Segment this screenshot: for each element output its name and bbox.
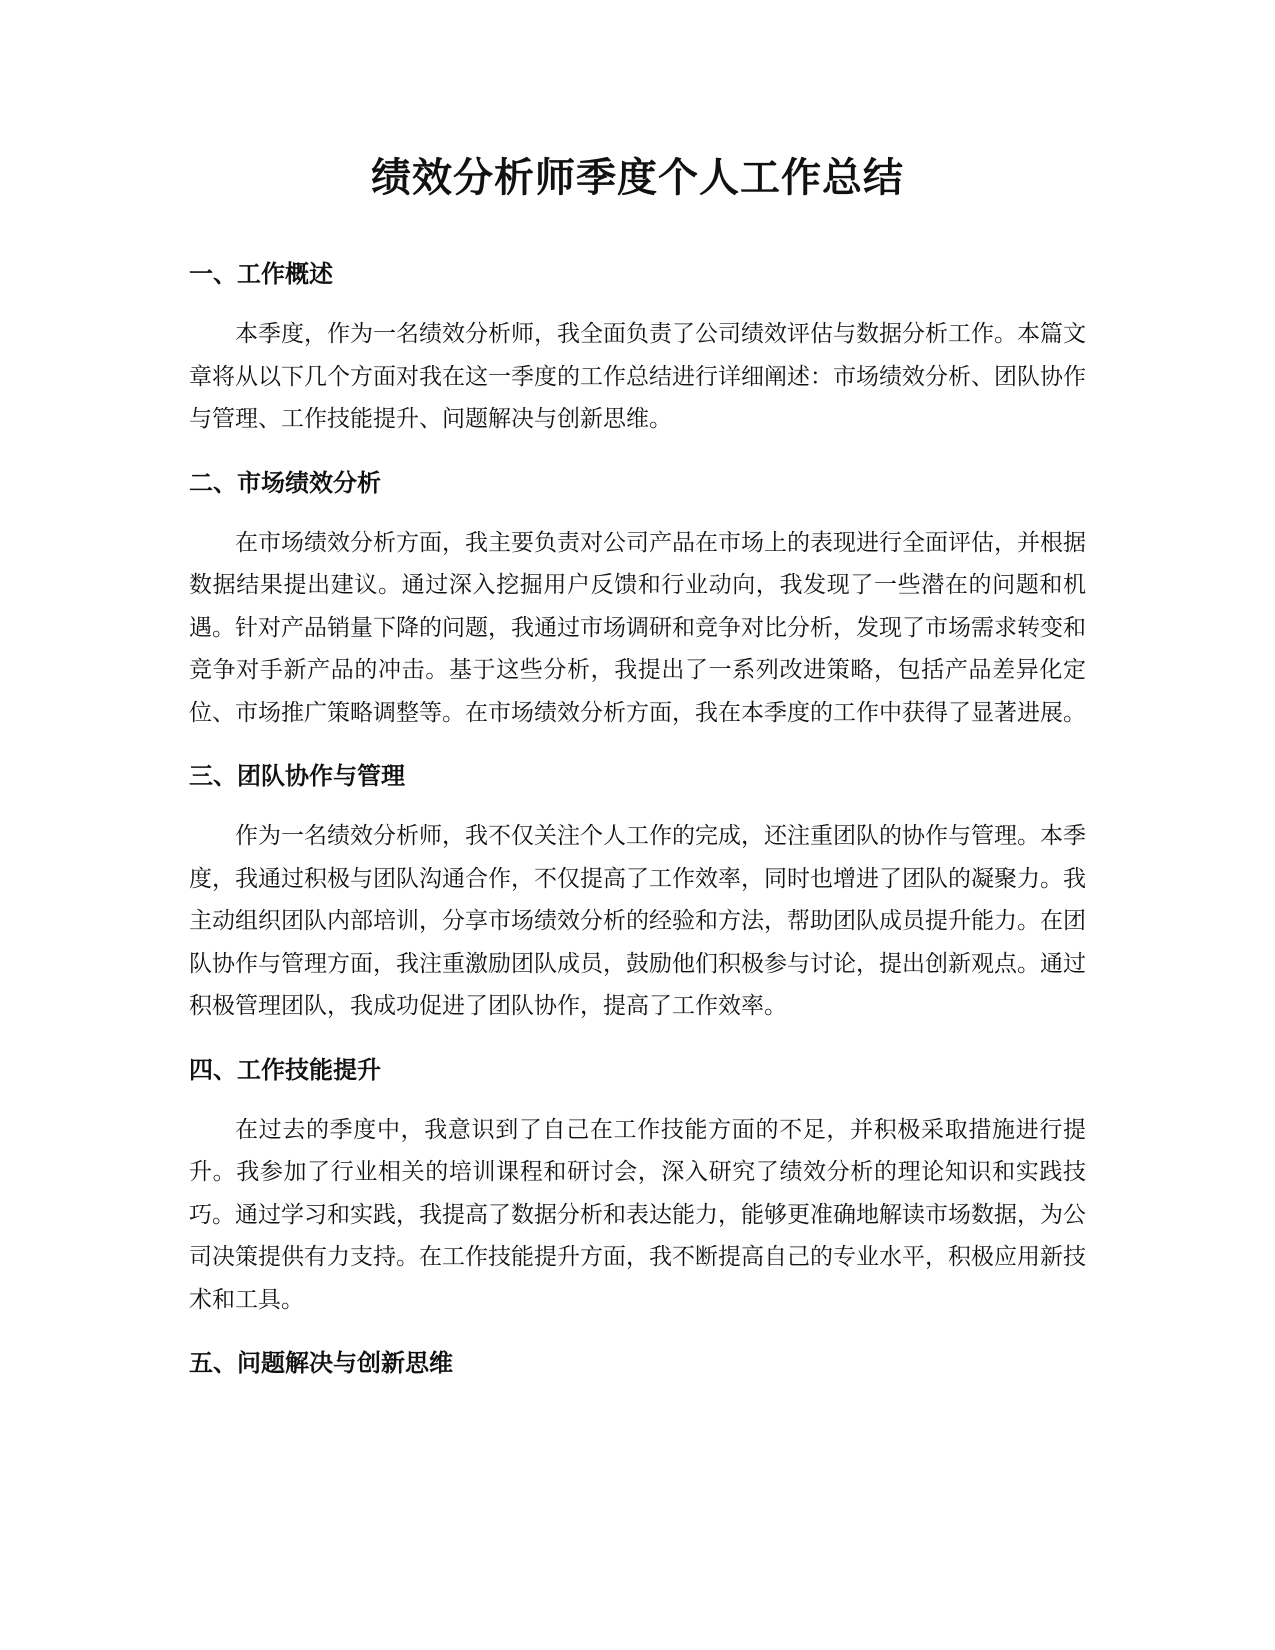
- section-skill-improvement: [189, 1052, 1086, 1322]
- section-problem-solving: [189, 1345, 1086, 1381]
- section-team-collaboration: [189, 758, 1086, 1028]
- section-heading: 三、团队协作与管理: [189, 762, 405, 790]
- section-heading: 四、工作技能提升: [189, 1055, 381, 1084]
- section-market-performance: [189, 465, 1086, 735]
- section-heading: 五、问题解决与创新思维: [189, 1349, 453, 1377]
- section-paragraph: 在过去的季度中，我意识到了自己在工作技能方面的不足，并积极采取措施进行提升。我参加了行业相关的培训课程和研讨会，深入研究了绩效分析的理论知识和实践技巧。通过学习和实践，我提高了数据分析和表达能力，能够更准确地解读市场数据，为公司决策提供有力支持。在工作技能提升方面，我不断提高自己的专业水平，积极应用新技术和工具。: [189, 1116, 1086, 1313]
- section-paragraph: 在市场绩效分析方面，我主要负责对公司产品在市场上的表现进行全面评估，并根据数据结果提出建议。通过深入挖掘用户反馈和行业动向，我发现了一些潜在的问题和机遇。针对产品销量下降的问题，我通过市场调研和竞争对比分析，发现了市场需求转变和竞争对手新产品的冲击。基于这些分析，我提出了一系列改进策略，包括产品差异化定位、市场推广策略调整等。在市场绩效分析方面，我在本季度的工作中获得了显著进展。: [189, 529, 1086, 726]
- document-title: 绩效分析师季度个人工作总结: [371, 155, 904, 201]
- section-overview: [189, 256, 1086, 441]
- section-heading: 一、工作概述: [189, 260, 333, 288]
- section-paragraph: 作为一名绩效分析师，我不仅关注个人工作的完成，还注重团队的协作与管理。本季度，我通过积极与团队沟通合作，不仅提高了工作效率，同时也增进了团队的凝聚力。我主动组织团队内部培训，分享市场绩效分析的经验和方法，帮助团队成员提升能力。在团队协作与管理方面，我注重激励团队成员，鼓励他们积极参与讨论，提出创新观点。通过积极管理团队，我成功促进了团队协作，提高了工作效率。: [189, 823, 1086, 1019]
- section-paragraph: 本季度，作为一名绩效分析师，我全面负责了公司绩效评估与数据分析工作。本篇文章将从以下几个方面对我在这一季度的工作总结进行详细阐述：市场绩效分析、团队协作与管理、工作技能提升、问题解决与创新思维。: [189, 321, 1086, 432]
- section-heading: 二、市场绩效分析: [189, 468, 381, 497]
